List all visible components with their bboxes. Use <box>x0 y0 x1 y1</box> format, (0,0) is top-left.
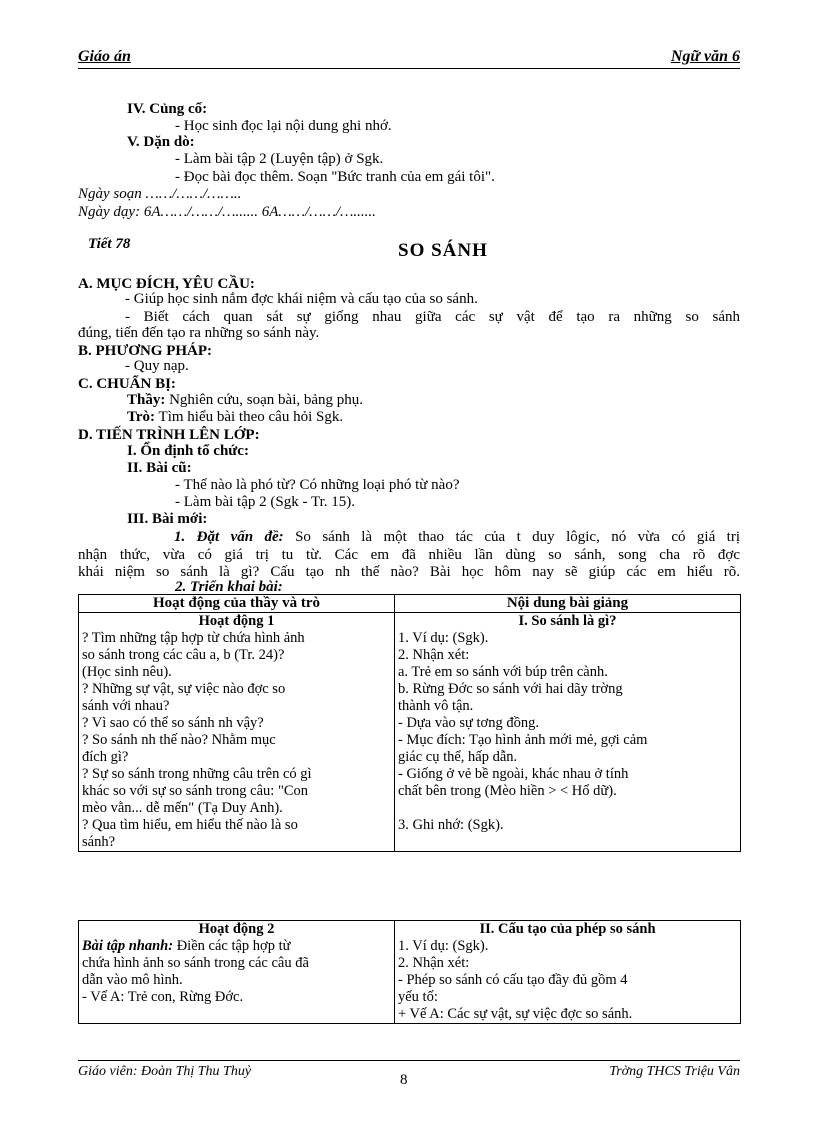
list-item: khác so với sự so sánh trong câu: "Con <box>82 783 309 799</box>
list-item: 1. Ví dụ: (Sgk). <box>398 938 489 954</box>
col-header: Hoạt động của thầy và trò <box>79 595 395 613</box>
list-item: - Vế A: Trẻ con, Rừng Đớc. <box>82 989 244 1005</box>
list-item: - Dựa vào sự tơng đồng. <box>398 715 539 731</box>
table-header-row <box>79 595 741 613</box>
content-cell <box>395 613 741 852</box>
lesson-table-2 <box>78 920 741 1024</box>
activity-cell <box>79 613 395 852</box>
prep-student-text: Tìm hiểu bài theo câu hỏi Sgk. <box>155 409 344 425</box>
page-number: 8 <box>400 1072 408 1088</box>
list-item: thành vô tận. <box>398 698 474 714</box>
intro-text: So sánh là một thao tác của t duy lôgic, nó vừa có giá trị <box>283 529 740 545</box>
list-item: chứa hình ảnh so sánh trong các câu đã <box>82 955 309 971</box>
process-heading: D. TIẾN TRÌNH LÊN LỚP: <box>78 427 260 443</box>
list-item: ? Vì sao có thể so sánh nh vậy? <box>82 715 264 731</box>
objectives-line: đúng, tiến đến tạo ra những so sánh này. <box>78 325 320 341</box>
intro-label: 1. Đặt vấn đề: <box>174 529 284 545</box>
footer-teacher: Giáo viên: Đoàn Thị Thu Thuỷ <box>78 1064 252 1079</box>
list-item: + Vế A: Các sự vật, sự việc đợc so sánh. <box>398 1006 633 1022</box>
page-header <box>78 48 740 69</box>
list-item: a. Trẻ em so sánh với búp trên cành. <box>398 664 608 680</box>
homework-item: - Làm bài tập 2 (Luyện tập) ở Sgk. <box>175 151 384 167</box>
prep-student-label: Trò: <box>127 409 156 425</box>
activity-title: Hoạt động 2 <box>198 921 275 937</box>
list-item: - Mục đích: Tạo hình ảnh mới mẻ, gợi cảm <box>398 732 648 748</box>
list-item: giác cụ thể, hấp dẫn. <box>398 749 518 765</box>
activity-title: Hoạt động 1 <box>198 613 275 629</box>
prep-teacher-text: Nghiên cứu, soạn bài, bảng phụ. <box>165 392 364 408</box>
list-item: 1. Ví dụ: (Sgk). <box>398 630 489 646</box>
prep-teacher <box>127 392 363 409</box>
date-taught: Ngày dạy: 6A……/……/…...... 6A……/……/…...... <box>78 204 376 220</box>
list-item: ? Tìm những tập hợp từ chứa hình ảnh <box>82 630 305 646</box>
list-item <box>398 834 737 851</box>
header-right: Ngữ văn 6 <box>670 48 740 65</box>
list-item <box>398 800 737 817</box>
table-row <box>79 921 741 1024</box>
prep-heading: C. CHUẨN BỊ: <box>78 376 176 392</box>
intro-line: nhận thức, vừa có giá trị tu từ. Các em đã nhiều lần dùng so sánh, song cha rõ đợc <box>78 547 740 563</box>
process-stage: I. Ổn định tổ chức: <box>127 443 249 459</box>
list-item: ? Sự so sánh trong những câu trên có gì <box>82 766 312 782</box>
list-item: ? Qua tìm hiểu, em hiểu thế nào là so <box>82 817 298 833</box>
list-item: sánh? <box>82 834 116 850</box>
list-item: chất bên trong (Mèo hiền > < Hổ dữ). <box>398 783 617 799</box>
lesson-table-1 <box>78 594 741 852</box>
list-item: sánh với nhau? <box>82 698 170 714</box>
homework-heading: V. Dặn dò: <box>127 134 195 150</box>
list-item: đích gì? <box>82 749 129 765</box>
consolidation-heading: IV. Củng cố: <box>127 101 208 117</box>
list-item: ? Những sự vật, sự việc nào đợc so <box>82 681 286 697</box>
header-left: Giáo án <box>78 48 131 65</box>
method-heading: B. PHƯƠNG PHÁP: <box>78 343 213 359</box>
list-item: - Giống ở vẻ bề ngoài, khác nhau ở tính <box>398 766 629 782</box>
process-question: - Thế nào là phó từ? Có những loại phó từ nào? <box>175 477 460 493</box>
exercise-text: Điền các tập hợp từ <box>173 938 291 954</box>
process-stage: II. Bài cũ: <box>127 460 192 476</box>
objectives-heading: A. MỤC ĐÍCH, YÊU CẦU: <box>78 276 255 292</box>
list-item: 2. Nhận xét: <box>398 955 470 971</box>
consolidation-item: - Học sinh đọc lại nội dung ghi nhớ. <box>175 118 392 134</box>
list-item: - Phép so sánh có cấu tạo đầy đủ gồm 4 <box>398 972 628 988</box>
list-item: 2. Nhận xét: <box>398 647 470 663</box>
list-item <box>82 938 391 955</box>
process-stage: III. Bài mới: <box>127 511 208 527</box>
exercise-label: Bài tập nhanh: <box>82 938 174 954</box>
intro-line: khái niệm so sánh là gì? Cấu tạo nh thế nào? Bài học hôm nay sẽ giúp các em hiểu rõ. <box>78 564 740 580</box>
method-item: - Quy nạp. <box>125 358 189 374</box>
list-item: b. Rừng Đớc so sánh với hai dãy trờng <box>398 681 623 697</box>
list-item: mèo vằn... dễ mến" (Tạ Duy Anh). <box>82 800 283 816</box>
content-cell <box>395 921 741 1024</box>
lesson-number: Tiết 78 <box>88 236 131 252</box>
section-title: II. Cấu tạo của phép so sánh <box>479 921 656 937</box>
list-item: dẫn vào mô hình. <box>82 972 183 988</box>
list-item: 3. Ghi nhớ: (Sgk). <box>398 817 504 833</box>
section-title: I. So sánh là gì? <box>518 613 617 629</box>
list-item: (Học sinh nêu). <box>82 664 172 680</box>
page-footer <box>78 1060 740 1081</box>
objectives-line: - Giúp học sinh nắm đợc khái niệm và cấu tạo của so sánh. <box>125 291 478 307</box>
homework-item: - Đọc bài đọc thêm. Soạn "Bức tranh của em gái tôi". <box>175 169 495 185</box>
list-item: ? So sánh nh thế nào? Nhằm mục <box>82 732 276 748</box>
footer-school: Trờng THCS Triệu Vân <box>609 1064 740 1079</box>
list-item: yếu tố: <box>398 989 438 1005</box>
activity-cell <box>79 921 395 1024</box>
process-question: - Làm bài tập 2 (Sgk - Tr. 15). <box>175 494 355 510</box>
table-row <box>79 613 741 852</box>
deploy-heading: 2. Triển khai bài: <box>175 579 283 595</box>
list-item: so sánh trong các câu a, b (Tr. 24)? <box>82 647 285 663</box>
date-prepared: Ngày soạn ……/……/…….. <box>78 186 242 202</box>
col-header: Nội dung bài giảng <box>395 595 741 613</box>
lesson-title: SO SÁNH <box>398 240 488 261</box>
intro-line <box>78 528 740 546</box>
objectives-line: - Biết cách quan sát sự giống nhau giữa các sự vật để tạo ra những so sánh <box>125 309 740 325</box>
prep-student <box>127 409 343 426</box>
prep-teacher-label: Thầy: <box>127 392 166 408</box>
